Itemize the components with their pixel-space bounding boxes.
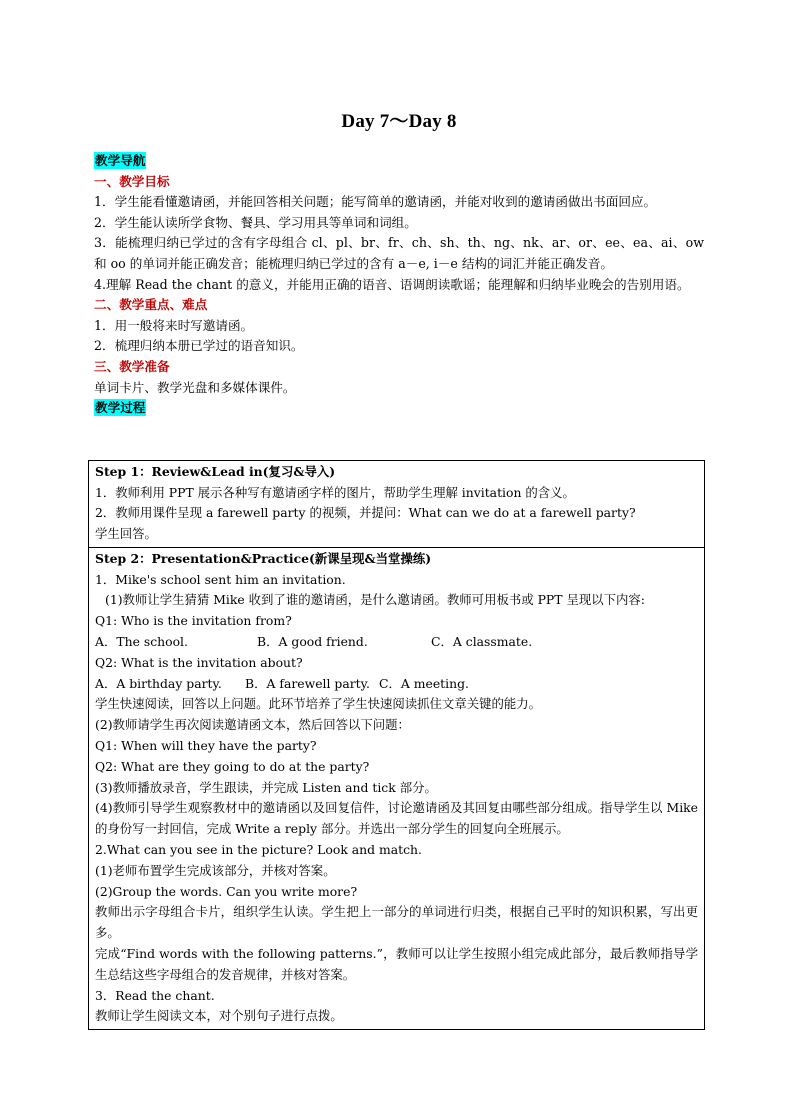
step2-line: 教师出示字母组合卡片，组织学生认读。学生把上一部分的单词进行归类，根据自己平时的知识积累，写出更多。 (95, 904, 698, 941)
step1-title: Step 1：Review&Lead in(复习&导入) (95, 464, 336, 479)
page-title: Day 7～Day 8 (341, 111, 457, 132)
step2-line: (2)Group the words. Can you write more? (95, 883, 358, 899)
step2-line: 1．Mike's school sent him an invitation. (95, 571, 346, 587)
lesson-plan-header (94, 100, 704, 419)
step2-line: 2.What can you see in the picture? Look and match. (95, 841, 422, 857)
prep-heading: 三、教学准备 (94, 358, 170, 374)
q2-option-a: A．A birthday party. (95, 675, 222, 691)
step1-line: 学生回答。 (95, 526, 157, 542)
step2-title: Step 2：Presentation&Practice(新课呈现&当堂操练) (95, 550, 432, 566)
keypoints-heading: 二、教学重点、难点 (94, 297, 208, 313)
q2-options (95, 674, 698, 695)
step2-line: (3)教师播放录音，学生跟读，并完成 Listen and tick 部分。 (95, 779, 437, 795)
goal-item: 2．学生能认读所学食物、餐具、学习用具等单词和词组。 (94, 214, 417, 230)
section-label-teaching-process: 教学过程 (95, 400, 146, 416)
teaching-process-table (88, 460, 705, 1030)
step1-cell (89, 461, 704, 547)
q2-option-c: C．A meeting. (379, 675, 469, 691)
step2-line: Q1: When will they have the party? (95, 737, 317, 753)
step2-line: 教师让学生阅读文本，对个别句子进行点拨。 (95, 1008, 343, 1024)
goal-item: 1．学生能看懂邀请函，并能回答相关问题；能写简单的邀请函，并能对收到的邀请函做出书面回应。 (94, 194, 657, 210)
step2-line: 学生快速阅读，回答以上问题。此环节培养了学生快速阅读抓住文章关键的能力。 (95, 696, 542, 712)
q1-options (95, 632, 698, 653)
step1-line: 2．教师用课件呈现 a farewell party 的视频，并提问：What can we do at a farewell party? (95, 505, 636, 521)
step2-line: (1)老师布置学生完成该部分，并核对答案。 (95, 862, 336, 878)
step1-line: 1．教师利用 PPT 展示各种写有邀请函字样的图片，帮助学生理解 invitation 的含义。 (95, 484, 575, 500)
step2-line: (2)教师请学生再次阅读邀请函文本，然后回答以下问题： (95, 717, 410, 733)
step2-line: (1)教师让学生猜猜 Mike 收到了谁的邀请函，是什么邀请函。教师可用板书或 PPT 呈现以下内容: (105, 592, 645, 608)
step2-cell (89, 547, 704, 1029)
keypoint-item: 2．梳理归纳本册已学过的语音知识。 (94, 338, 304, 354)
step2-line: 完成“Find words with the following patterns.”，教师可以让学生按照小组完成此部分，最后教师指导学生总结这些字母组合的发音规律，并核对答案。 (95, 945, 698, 982)
keypoint-item: 1．用一般将来时写邀请函。 (94, 317, 254, 333)
q1-option-a: A．The school. (95, 633, 188, 649)
q2-option-b: B．A farewell party. (245, 675, 370, 691)
step2-line: Q2: What are they going to do at the party? (95, 758, 370, 774)
goal-item: 3．能梳理归纳已学过的含有字母组合 cl、pl、br、fr、ch、sh、th、ng、nk、ar、or、ee、ea、ai、ow 和 oo 的单词并能正确发音；能梳理归纳已学过的含有 a－e, i－e 结构的词汇并能正确发音。 (94, 235, 704, 271)
question-q2: Q2: What is the invitation about? (95, 654, 303, 670)
step2-line: 3．Read the chant. (95, 987, 215, 1003)
q1-option-b: B．A good friend. (257, 633, 368, 649)
step2-line: (4)教师引导学生观察教材中的邀请函以及回复信件，讨论邀请函及其回复由哪些部分组成。指导学生以 Mike 的身份写一封回信，完成 Write a reply 部分。并选出一部分学生的回复向全班展示。 (95, 800, 698, 837)
goal-item: 4.理解 Read the chant 的意义，并能用正确的语音、语调朗读歌谣；能理解和归纳毕业晚会的告别用语。 (94, 276, 690, 292)
goals-heading: 一、教学目标 (94, 173, 170, 189)
question-q1: Q1: Who is the invitation from? (95, 613, 292, 629)
q1-option-c: C．A classmate. (431, 633, 533, 649)
prep-text: 单词卡片、教学光盘和多媒体课件。 (94, 379, 296, 395)
section-label-teaching-guide: 教学导航 (95, 153, 146, 168)
